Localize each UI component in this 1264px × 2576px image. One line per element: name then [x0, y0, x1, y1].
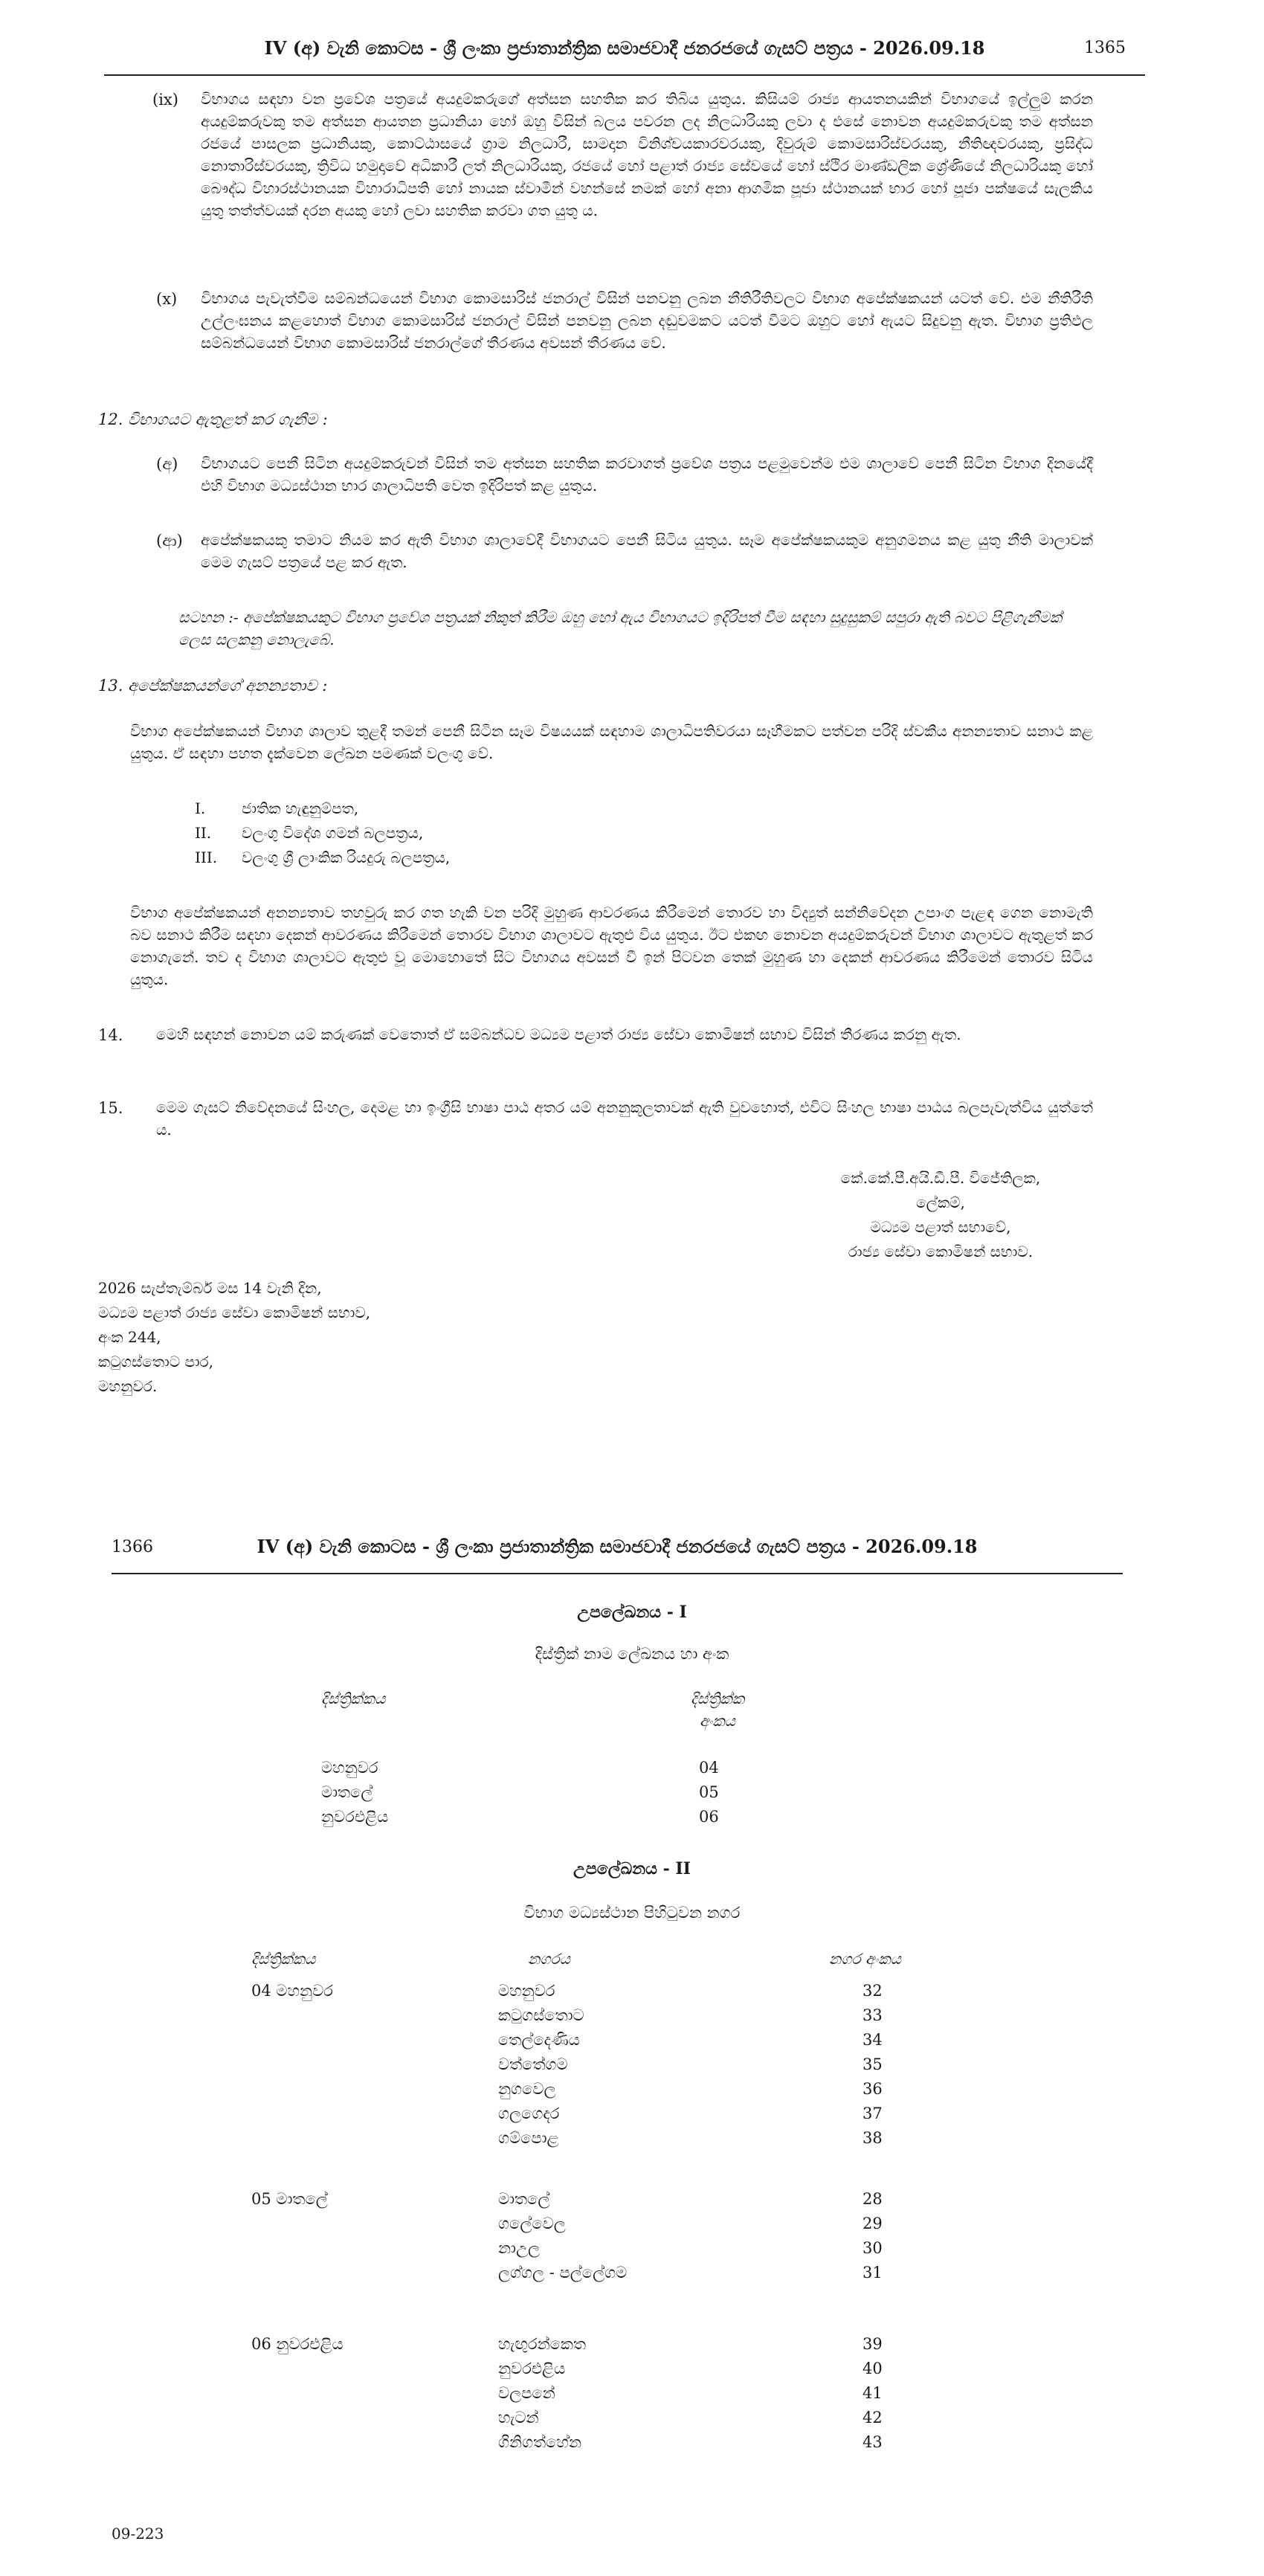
section-14-label: 14.	[98, 1026, 123, 1044]
town-name: නුවරඑළිය	[498, 2360, 566, 2377]
doc-text: වලංගු විදේශ ගමන් බලපත්‍රය,	[242, 824, 424, 842]
town-name: මාතලේ	[498, 2190, 550, 2208]
signatory-title: ලේකම්,	[916, 1194, 965, 1211]
town-name: හැඟුරන්කෙත	[498, 2335, 587, 2353]
annex-2-col-district: දිස්ත්‍රික්කය	[251, 1950, 316, 1968]
town-name: ගලගෙදර	[498, 2105, 560, 2122]
section-12-a-text: විභාගයට පෙනී සිටින අයදුම්කරුවන් විසින් තම අත්සන සහතික කරවාගත් ප්‍රවේශ පත්‍රය පළමුවෙන්ම එම ශාලාවේ පෙනී සිටින විභාග දිනයේදී එහි විභාග මධ්‍යස්ථාන භාර ශාලාධිපති වෙත ඉදිරිපත් කළ යුතුය.	[201, 454, 1093, 495]
town-code: 36	[862, 2080, 883, 2098]
district-group-label: 05 මාතලේ	[251, 2190, 328, 2208]
annex-1-col-code: දිස්ත්‍රික්ක	[691, 1690, 744, 1707]
header-title: IV (අ) වැනි කොටස - ශ්‍රී ලංකා ප්‍රජාතාන්ත්‍රික සමාජවාදී ජනරජයේ ගැසට් පත්‍රය - 2026.09.18	[257, 1536, 978, 1557]
section-15-label: 15.	[98, 1099, 123, 1117]
section-12-aa-label: (ආ)	[156, 532, 183, 550]
town-name: ගිනිගත්හේන	[498, 2433, 582, 2451]
town-code: 33	[862, 2006, 883, 2024]
town-code: 30	[862, 2239, 883, 2257]
annex-2-title: උපලේඛනය - II	[573, 1859, 691, 1878]
annex-1-col-district: දිස්ත්‍රික්කය	[321, 1690, 386, 1707]
doc-num: I.	[195, 799, 206, 817]
doc-num: III.	[195, 849, 218, 866]
town-name: වත්තේගම	[498, 2055, 568, 2073]
town-code: 40	[862, 2360, 883, 2377]
gazette-page-1366	[0, 1487, 1264, 2576]
annex-2-col-town: නගරය	[528, 1950, 570, 1968]
address-line: මහනුවර.	[98, 1377, 158, 1395]
item-x-label: (x)	[156, 290, 178, 308]
item-ix-label: (ix)	[152, 91, 178, 109]
town-code: 34	[862, 2031, 883, 2049]
signatory-commission: රාජ්‍ය සේවා කොමිෂන් සභාව.	[848, 1243, 1034, 1260]
district-name: නුවරඑළිය	[321, 1808, 389, 1826]
district-code: 05	[699, 1783, 719, 1801]
address-line: කටුගස්තොට පාර,	[98, 1353, 214, 1371]
doc-text: වලංගු ශ්‍රී ලාංකික රියදුරු බලපත්‍රය,	[242, 849, 451, 866]
town-code: 35	[862, 2055, 883, 2073]
section-15-text: මෙම ගැසට් නිවේදනයේ සිංහල, දෙමළ හා ඉංග්‍රීසි භාෂා පාඨ අතර යම් අනනුකූලතාවක් ඇති වුවහොත්, එවිට සිංහල භාෂා පාඨය බලපැවැත්විය යුත්තේ ය.	[156, 1098, 1093, 1139]
town-name: ගලේවෙල	[498, 2215, 566, 2232]
town-name: කටුගස්තොට	[498, 2006, 584, 2024]
footer-code: 09-223	[112, 2525, 164, 2543]
signatory-council: මධ්‍යම පළාත් සභාවේ,	[870, 1218, 1011, 1236]
section-12-aa-text: අපේක්ෂකයකු තමාට නියම කර ඇති විභාග ශාලාවේදී විභාගයට පෙනී සිටිය යුතුය. සෑම අපේක්ෂකයකුම අනුගමනය කළ යුතු නීති මාලාවක් මෙම ගැසට් පත්‍රයේ පළ කර ඇත.	[201, 531, 1093, 571]
page-number: 1366	[112, 1538, 153, 1556]
section-13-text: විභාග අපේක්ෂකයන් විභාග ශාලාව තුළදී තමන් පෙනී සිටින සෑම විෂයයක් සඳහාම ශාලාධිපතිවරයා සෑහීමකට පත්වන පරිදි ස්වකීය අනන්‍යතාව සනාථ කළ යුතුය. ඒ සඳහා පහත දැක්වෙන ලේඛන පමණක් වලංගු වේ.	[130, 722, 1093, 762]
annex-1-title: උපලේඛනය - I	[577, 1603, 687, 1622]
doc-num: II.	[195, 824, 212, 842]
annex-1-subtitle: දිස්ත්‍රික් නාම ලේඛනය හා අංක	[535, 1645, 729, 1663]
address-line: මධ්‍යම පළාත් රාජ්‍ය සේවා කොමිෂන් සභාව,	[98, 1304, 371, 1321]
page-header	[104, 30, 1145, 76]
district-code: 06	[699, 1808, 719, 1826]
annex-2-subtitle: විභාග මධ්‍යස්ථාන පිහිටුවන නගර	[523, 1904, 741, 1922]
town-name: වලපනේ	[498, 2384, 555, 2402]
town-name: නුගවෙල	[498, 2080, 556, 2098]
town-code: 32	[862, 1982, 883, 2000]
item-x-text: විභාගය පැවැත්වීම සම්බන්ධයෙන් විභාග කොමසාරිස් ජනරාල් විසින් පනවනු ලබන නීතිරීතිවලට විභාග අපේක්ෂකයන් යටත් වේ. එම නීතිරීති උල්ලංඝනය කළහොත් විභාග කොමසාරිස් ජනරාල් විසින් පනවනු ලබන දඬුවමකට යටත් වීමට ඔහුට හෝ ඇයට සිදුවනු ඇත. විභාග ප්‍රතිඵල සම්බන්ධයෙන් විභාග කොමසාරිස් ජනරාල්ගේ තීරණය අවසන් තීරණය වේ.	[201, 289, 1093, 352]
signatory-name: කේ.කේ.පී.අයි.ඩී.පී. විජේතිලක,	[840, 1169, 1041, 1187]
town-code: 31	[862, 2264, 883, 2282]
district-group-label: 06 නුවරඑළිය	[251, 2335, 344, 2353]
section-12-heading: 12. විභාගයට ඇතුළත් කර ගැනීම :	[98, 410, 328, 428]
page-number: 1365	[1084, 39, 1126, 57]
address-line: අංක 244,	[98, 1328, 161, 1346]
page-header	[112, 1528, 1123, 1574]
annex-2-col-town-code: නගර අංකය	[829, 1950, 901, 1968]
town-code: 39	[862, 2335, 883, 2353]
section-13-text-2: විභාග අපේක්ෂකයන් අනන්‍යතාව තහවුරු කර ගත හැකි වන පරිදි මුහුණ ආවරණය කිරීමෙන් තොරව හා විද්‍යුත් සන්නිවේදන උපාංග පැළඳ ගෙන නොමැති බව සනාථ කිරීම සඳහා දෙකන් ආවරණය කිරීමෙන් තොරව විභාග ශාලාවට ඇතුළු විය යුතුය. ඊට එකඟ නොවන අයදුම්කරුවන් විභාග ශාලාවට ඇතුළත් කර නොගැනේ. තව ද විභාග ශාලාවට ඇතුළු වූ මොහොතේ සිට විභාගය අවසන් වී ඉන් පිටවන තෙක් මුහුණ හා දෙකන් ආවරණය කිරීමෙන් තොරව සිටිය යුතුය.	[130, 904, 1093, 988]
town-name: ගම්පොළ	[498, 2129, 559, 2147]
town-code: 43	[862, 2433, 883, 2451]
town-code: 38	[862, 2129, 883, 2147]
town-code: 42	[862, 2409, 883, 2427]
town-code: 28	[862, 2190, 883, 2208]
town-code: 29	[862, 2215, 883, 2232]
header-title: IV (අ) වැනි කොටස - ශ්‍රී ලංකා ප්‍රජාතාන්ත්‍රික සමාජවාදී ජනරජයේ ගැසට් පත්‍රය - 2026.09.18	[264, 37, 985, 59]
town-name: ලග්ගල - පල්ලේගම	[498, 2264, 628, 2282]
town-name: තෙල්දෙණිය	[498, 2031, 580, 2049]
address-date: 2026 සැප්තැම්බර් මස 14 වැනි දින,	[98, 1279, 322, 1297]
district-name: මාතලේ	[321, 1783, 373, 1801]
section-13-heading: 13. අපේක්ෂකයන්ගේ අනන්‍යතාව :	[98, 677, 328, 695]
town-code: 37	[862, 2105, 883, 2122]
town-name: නාඋල	[498, 2239, 541, 2257]
item-ix-text: විභාගය සඳහා වන ප්‍රවේශ පත්‍රයේ අයදුම්කරුගේ අත්සන සහතික කර තිබිය යුතුය. කිසියම් රාජ්‍ය ආයතනයකින් විභාගයේ ඉල්ලුම් කරන අයදුම්කරුවකු තම අත්සන ආයතන ප්‍රධානියා හෝ ඔහු විසින් බලය පවරන ලද නිලධාරියකු ලවා ද එසේ නොවන අයදුම්කරුවකු තම අත්සන රජයේ පාසලක ප්‍රධානියකු, කොට්ඨාසයේ ග්‍රාම නිලධාරී, සාමදාන විනිශ්චයකාරවරයකු, දිවුරුම් කොමසාරිස්වරයකු, නීතිඥවරයකු, ප්‍රසිද්ධ නොතාරිස්වරයකු, ත්‍රිවිධ හමුදාවේ අධිකාරී ලත් නිලධාරියකු, රජයේ හෝ පළාත් රාජ්‍ය සේවයේ හෝ ස්ථිර මාණ්ඩලික ශ්‍රේණියේ නිලධාරියකු හෝ බෞද්ධ විහාරස්ථානයක විහාරාධිපති හෝ නායක ස්වාමීන් වහන්සේ නමක් හෝ අනා ආගමික පූජා ස්ථානයක් භාර හෝ පූජා පක්ෂයේ සැලකිය යුතු තත්ත්වයක් දරන අයකු හෝ ලවා සහතික කරවා ගත යුතු ය.	[201, 90, 1093, 219]
annex-1-col-code-2: අංකය	[699, 1712, 736, 1730]
town-name: හැටන්	[498, 2409, 539, 2427]
section-12-a-label: (අ)	[156, 455, 178, 473]
section-12-note: සටහන :- අපේක්ෂකයකුට විභාග ප්‍රවේශ පත්‍රයක් නිකුත් කිරීම ඔහු හෝ ඇය විභාගයට ඉදිරිපත් වීම සඳහා සුදුසුකම් සපුරා ඇති බවට පිළිගැනීමක් ලෙස සලකනු නොලැබේ.	[178, 608, 1063, 648]
town-name: මහනුවර	[498, 1982, 555, 2000]
town-code: 41	[862, 2384, 883, 2402]
district-name: මහනුවර	[321, 1759, 378, 1777]
doc-text: ජාතික හැඳුනුම්පත,	[242, 799, 359, 817]
section-14-text: මෙහි සඳහන් නොවන යම් කරුණක් වෙතොත් ඒ සම්බන්ධව මධ්‍යම පළාත් රාජ්‍ය සේවා කොමිෂන් සභාව විසින් තීරණය කරනු ඇත.	[156, 1025, 961, 1043]
district-code: 04	[699, 1759, 719, 1777]
district-group-label: 04 මහනුවර	[251, 1982, 333, 2000]
